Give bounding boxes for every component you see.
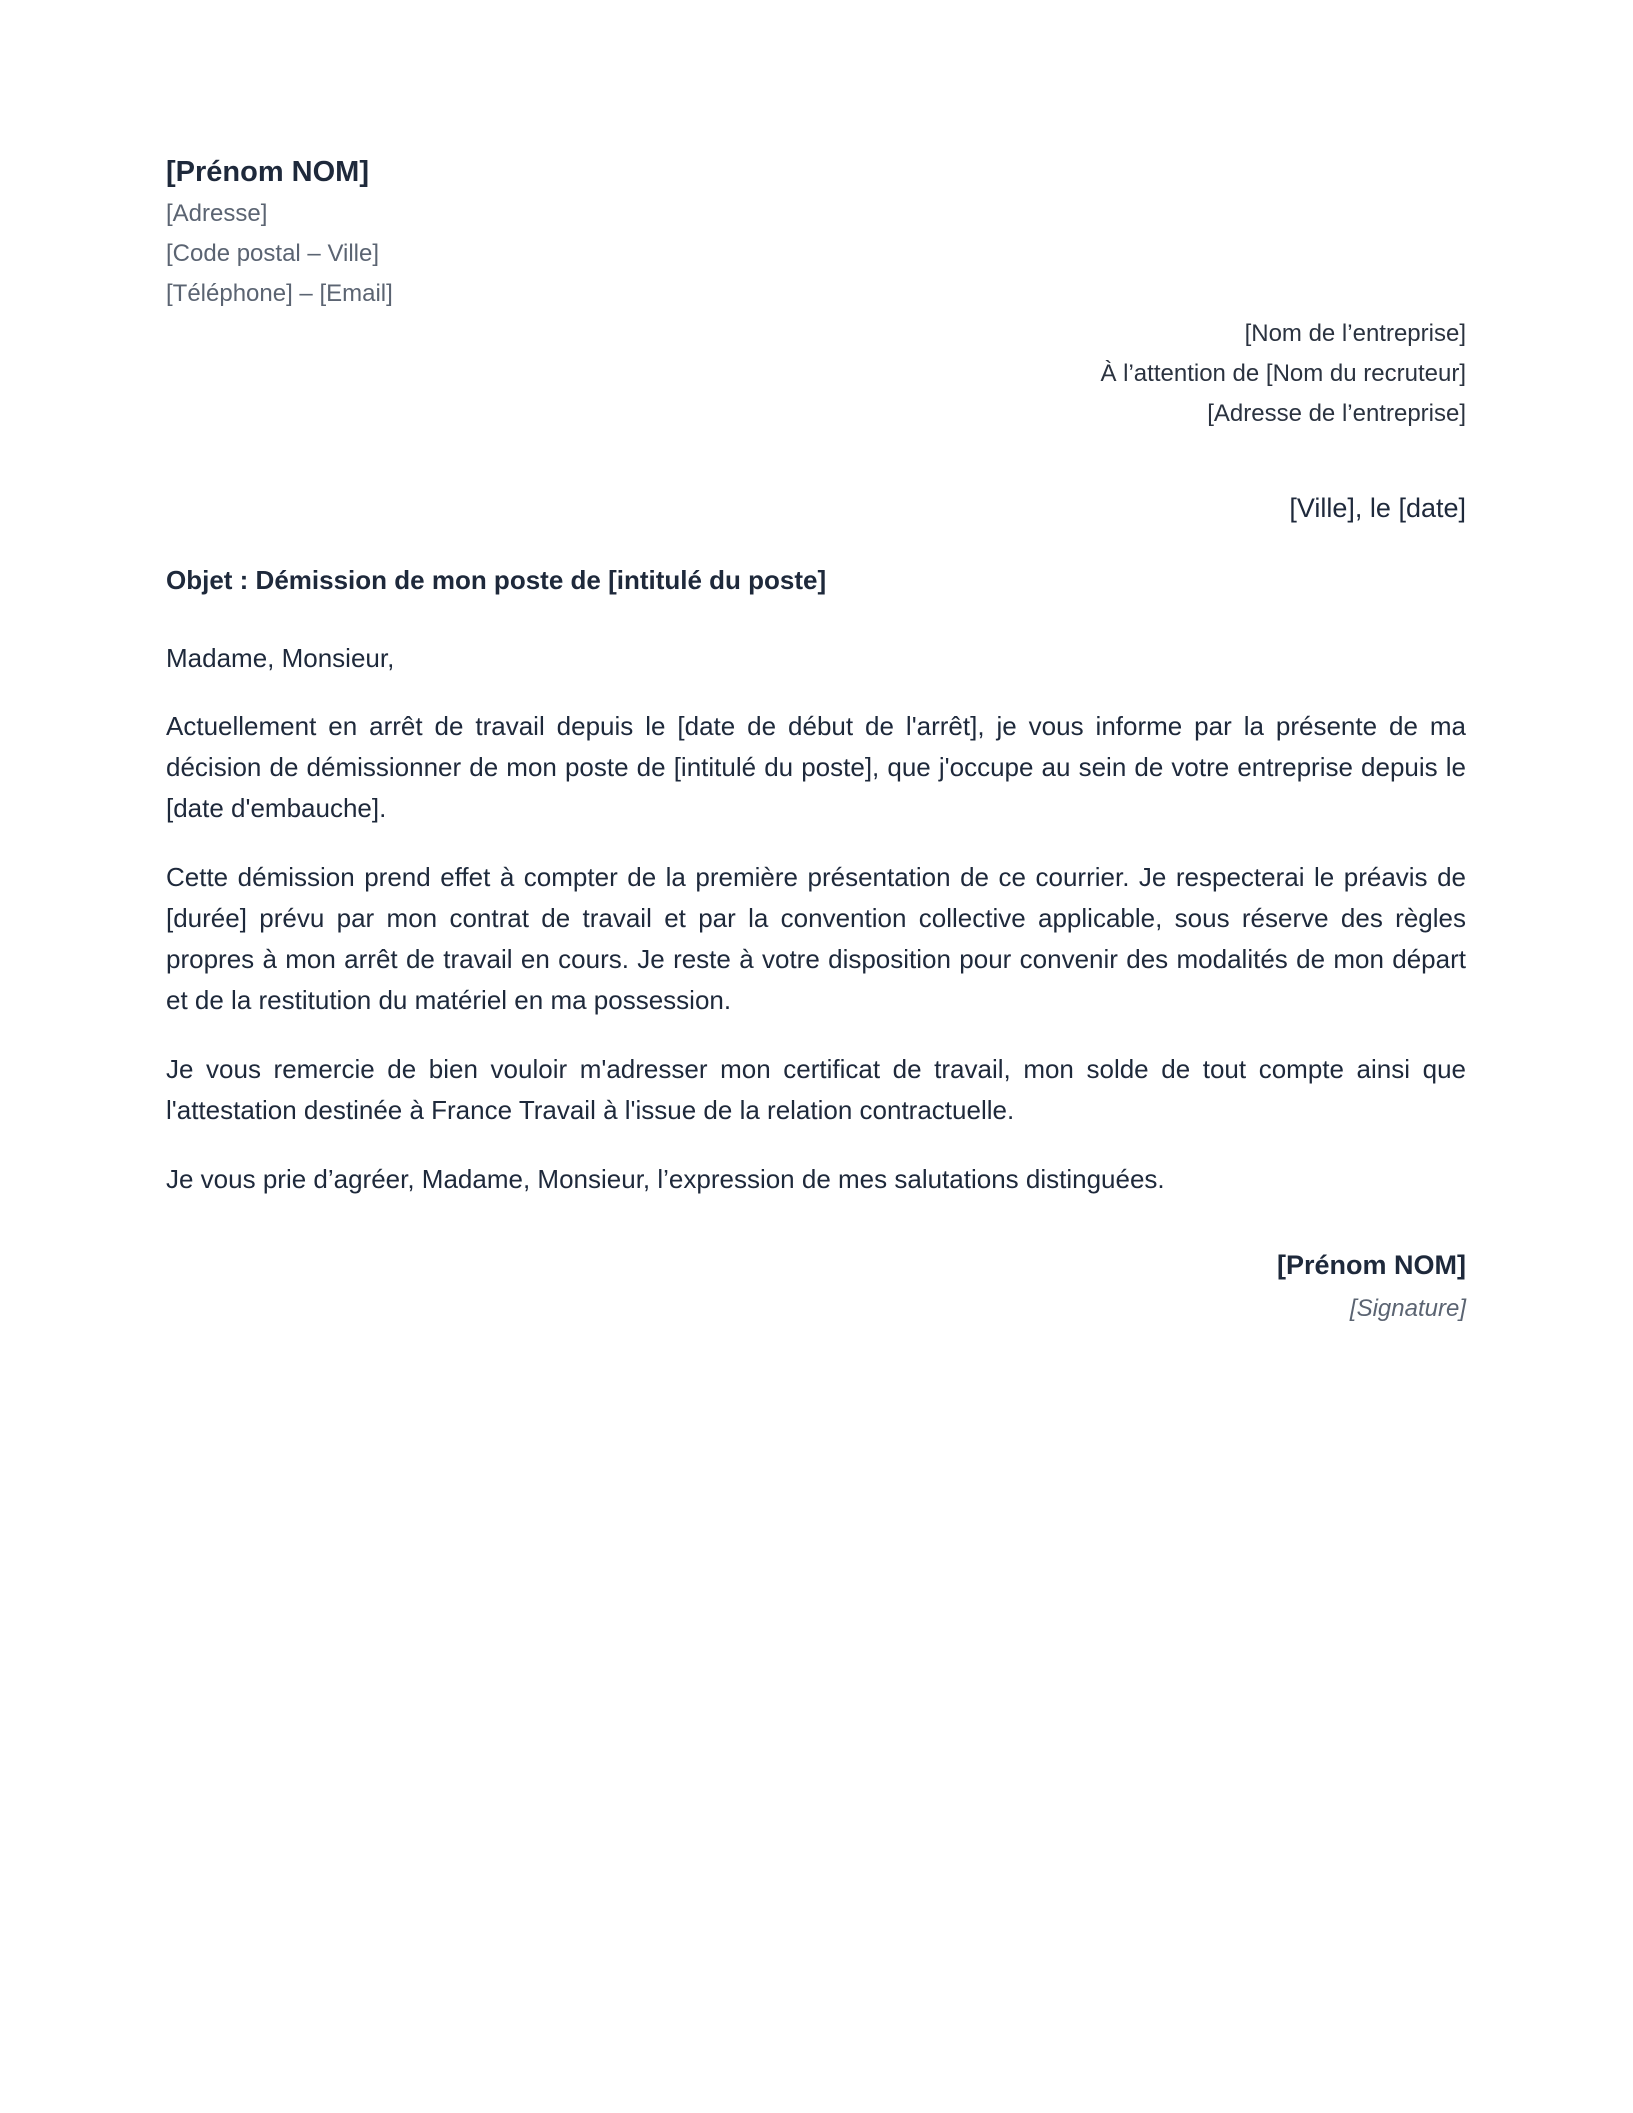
sender-address: [Adresse] [166, 200, 268, 227]
salutation: Madame, Monsieur, [166, 643, 395, 673]
sender-contact: [Téléphone] – [Email] [166, 280, 393, 307]
sender-name: [Prénom NOM] [166, 156, 369, 188]
sender-block [166, 150, 1466, 314]
recipient-company: [Nom de l’entreprise] [1244, 320, 1466, 347]
body-paragraph: Actuellement en arrêt de travail depuis le [date de début de l'arrêt], je vous informe par la présente de ma décision de démissionner de mon poste de [intitulé du poste], que j'occupe au sein de votre entreprise depuis le [date d'embauche]. [166, 711, 1466, 823]
recipient-attention: À l’attention de [Nom du recruteur] [1100, 360, 1466, 387]
signature-placeholder: [Signature] [1349, 1295, 1466, 1322]
closing-formula: Je vous prie d’agréer, Madame, Monsieur, l’expression de mes salutations distinguées. [166, 1164, 1165, 1194]
recipient-address: [Adresse de l’entreprise] [1207, 400, 1466, 427]
signoff-name: [Prénom NOM] [1277, 1250, 1466, 1280]
place-date: [Ville], le [date] [1289, 493, 1466, 523]
sender-postal-city: [Code postal – Ville] [166, 240, 380, 267]
letter-content [166, 150, 1466, 1329]
body-paragraph: Je vous remercie de bien vouloir m'adresser mon certificat de travail, mon solde de tout compte ainsi que l'attestation destinée à France Travail à l'issue de la relation contractuelle. [166, 1054, 1466, 1125]
body-paragraph: Cette démission prend effet à compter de la première présentation de ce courrier. Je respecterai le préavis de [durée] prévu par mon contrat de travail et par la convention collective applicable, sous réserve des règles propres à mon arrêt de travail en cours. Je reste à votre disposition pour convenir des modalités de mon départ et de la restitution du matériel en ma possession. [166, 862, 1466, 1015]
letter-subject: Objet : Démission de mon poste de [intitulé du poste] [166, 565, 827, 595]
recipient-block [166, 314, 1466, 434]
